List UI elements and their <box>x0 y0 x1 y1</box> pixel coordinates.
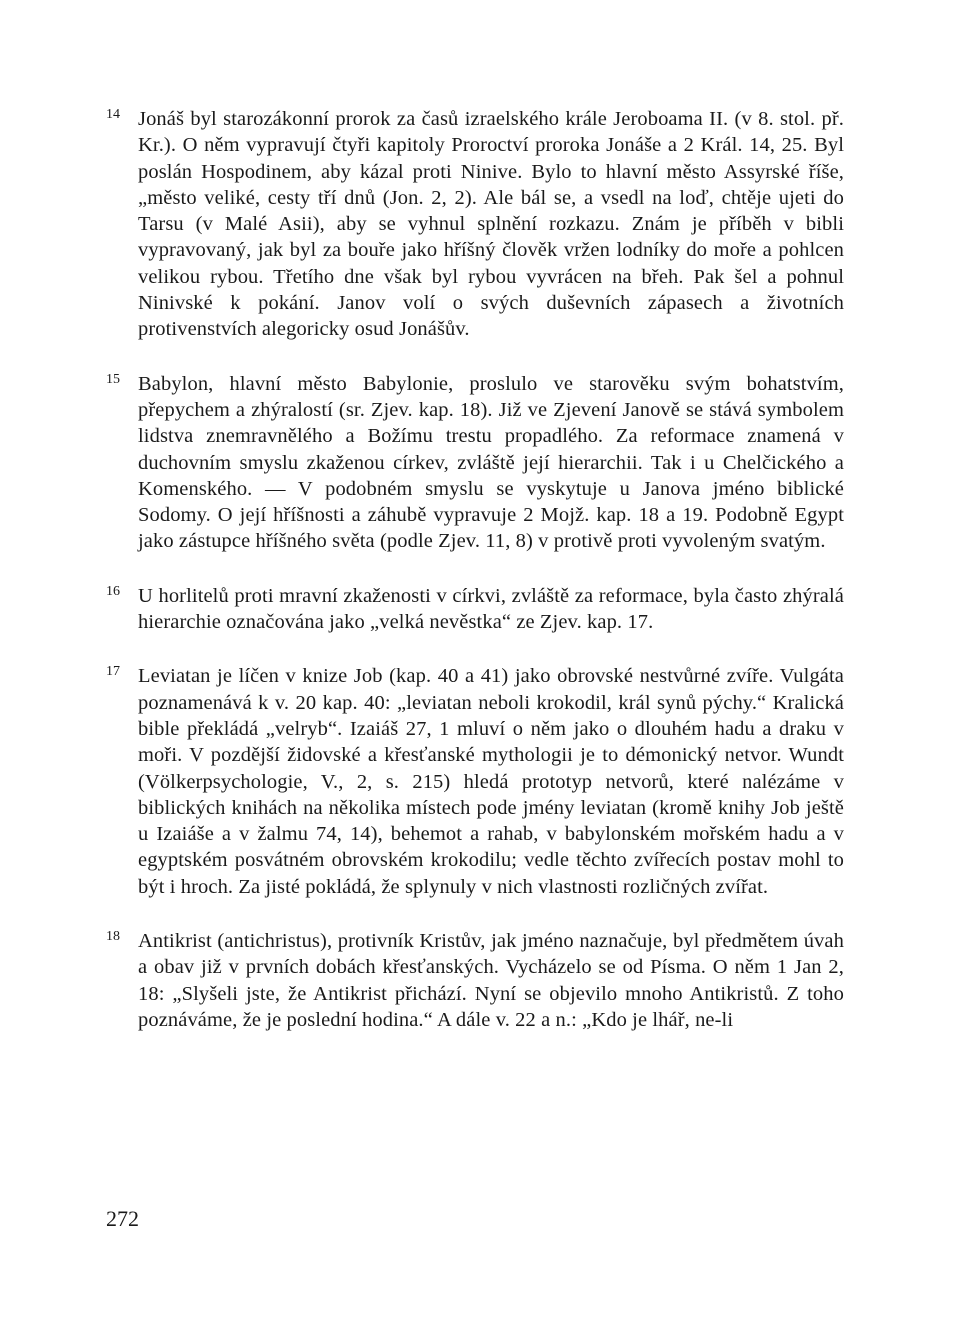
footnote-15 <box>106 371 844 555</box>
footnote-number: 15 <box>106 371 120 387</box>
footnote-17 <box>106 663 844 900</box>
footnote-number: 18 <box>106 929 120 945</box>
footnote-text: Babylon, hlavní město Babylonie, proslulo ve starověku svým bohatstvím, přepychem a zhýralostí (sr. Zjev. kap. 18). Již ve Zjevení Janově se stává symbolem lidstva znemravnělého a Božímu trestu propadlého. Za reformace znamená v duchovním smyslu zkaženou církev, zvláště její hierarchii. Tak i u Chelčického a Komenského. — V podobném smyslu se vyskytuje u Janova jméno biblické Sodomy. O její hříšnosti a záhubě vypravuje 2 Mojž. kap. 18 a 19. Podobně Egypt jako zástupce hříšného světa (podle Zjev. 11, 8) v protivě proti vyvoleným svatým. <box>138 372 844 553</box>
footnote-18 <box>106 928 844 1033</box>
notes-section <box>106 106 844 1061</box>
footnote-text: Jonáš byl starozákonní prorok za časů izraelského krále Jeroboama II. (v 8. stol. př. Kr.). O něm vypravují čtyři kapitoly Proroctví proroka Jonáše a 2 Král. 14, 25. Byl poslán Hospodinem, aby kázal proti Ninive. Bylo to hlavní město Assyrské říše, „město veliké, cesty tří dnů (Jon. 2, 2). Ale bál se, a vsedl na loď, chtěje ujeti do Tarsu (v Malé Asii), aby se vyhnul splnění rozkazu. Znám je příběh v bibli vypravovaný, jak byl za bouře jako hříšný člověk vržen lodníky do moře a pohlcen velikou rybou. Třetího dne však byl rybou vyvrácen na břeh. Pak šel a pohnul Ninivské k pokání. Janov volí o svých duševních zápasech a životních protivenstvích alegoricky osud Jonášův. <box>138 108 844 341</box>
footnote-14 <box>106 106 844 343</box>
footnote-number: 14 <box>106 107 120 122</box>
page-number: 272 <box>106 1206 139 1231</box>
footnote-text: U horlitelů proti mravní zkaženosti v církvi, zvláště za reformace, byla často zhýralá hierarchie označována jako „velká nevěstka“ ze Zjev. kap. 17. <box>138 584 844 634</box>
footnote-text: Leviatan je líčen v knize Job (kap. 40 a 41) jako obrovské nestvůrné zvíře. Vulgáta poznamenává k v. 20 kap. 40: „leviatan neboli krokodil, král synů pýchy.“ Kralická bible překládá „velryb“. Izaiáš 27, 1 mluví o něm jako o dlouhém hadu a draku v moři. V pozdější židovské a křesťanské mythologii je to démonický netvor. Wundt (Völkerpsychologie, V., 2, s. 215) hledá prototyp netvorů, které nalézáme v biblických knihách na několika místech pode jmény leviatan (kromě knihy Job ještě u Izaiáše a v žalmu 74, 14), behemot a rahab, v babylonském mořském hadu a v egyptském posvátném obrovském krokodilu; vedle těchto zvířecích postav mohl to být i hroch. Za jisté pokládá, že splynuly v nich vlastnosti rozličných zvířat. <box>138 665 844 898</box>
footnote-text: Antikrist (antichristus), protivník Kristův, jak jméno naznačuje, byl předmětem úvah a obav již v prvních dobách křesťanských. Vycházelo se od Písma. O něm 1 Jan 2, 18: „Slyšeli jste, že Antikrist přichází. Nyní se objevilo mnoho Antikristů. Z toho poznáváme, že je poslední hodina.“ A dále v. 22 a n.: „Kdo je lhář, ne-li <box>138 930 844 1031</box>
footnote-16 <box>106 583 844 636</box>
footnote-number: 16 <box>106 583 120 599</box>
footnote-number: 17 <box>106 664 120 680</box>
